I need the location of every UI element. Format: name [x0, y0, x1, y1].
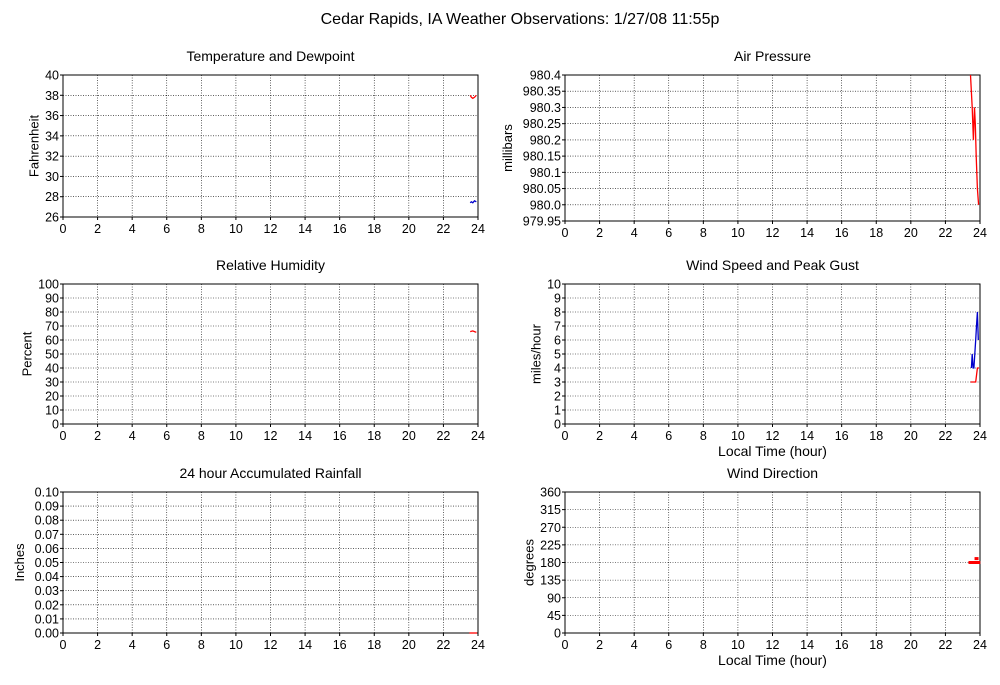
y-tick-label: 3: [554, 375, 561, 390]
panel-humidity: [19, 257, 485, 443]
x-axis-label-direction: Local Time (hour): [718, 652, 827, 668]
y-tick-label: 360: [540, 485, 561, 500]
x-tick-label: 22: [938, 429, 953, 443]
x-tick-label: 22: [938, 226, 953, 240]
series-temp-temperature: [470, 95, 476, 98]
panel-title-rain: 24 hour Accumulated Rainfall: [179, 465, 362, 481]
panel-title-pressure: Air Pressure: [733, 48, 812, 64]
x-tick-label: 8: [197, 429, 205, 443]
x-tick-label: 16: [834, 429, 849, 443]
y-tick-label: 26: [45, 210, 59, 225]
x-tick-label: 18: [869, 226, 884, 240]
x-tick-label: 12: [263, 638, 278, 652]
x-tick-label: 12: [765, 226, 780, 240]
y-tick-label: 135: [540, 573, 561, 588]
x-tick-label: 0: [59, 638, 67, 652]
x-tick-label: 6: [163, 222, 171, 236]
x-tick-label: 0: [561, 429, 569, 443]
x-tick-label: 6: [163, 429, 171, 443]
x-tick-label: 4: [630, 638, 638, 652]
y-tick-label: 30: [45, 375, 59, 390]
x-tick-label: 14: [298, 429, 313, 443]
y-tick-label: 90: [547, 591, 561, 606]
x-tick-label: 18: [869, 429, 884, 443]
y-tick-label: 980.35: [522, 84, 561, 99]
x-tick-label: 8: [197, 222, 205, 236]
panel-title-humidity: Relative Humidity: [216, 257, 325, 273]
x-tick-label: 16: [332, 638, 347, 652]
x-tick-label: 6: [665, 429, 673, 443]
y-tick-label: 315: [540, 503, 561, 518]
series-pressure-pressure: [971, 75, 979, 205]
x-tick-label: 10: [228, 638, 243, 652]
x-tick-label: 20: [401, 222, 416, 236]
y-tick-label: 980.1: [529, 165, 561, 180]
x-tick-label: 18: [367, 638, 382, 652]
x-tick-label: 14: [800, 226, 815, 240]
x-tick-label: 10: [228, 429, 243, 443]
series-direction-wind-direction: [968, 557, 980, 564]
x-tick-label: 18: [367, 429, 382, 443]
y-tick-label: 180: [540, 556, 561, 570]
x-tick-label: 12: [263, 222, 278, 236]
x-tick-label: 20: [903, 429, 918, 443]
y-tick-label: 10: [547, 277, 561, 292]
x-tick-label: 10: [730, 429, 745, 443]
x-tick-label: 8: [699, 638, 707, 652]
x-tick-label: 2: [596, 638, 604, 652]
x-tick-label: 22: [436, 429, 451, 443]
y-tick-label: 5: [554, 347, 561, 362]
panel-title-direction: Wind Direction: [726, 465, 819, 481]
data-point: [975, 557, 979, 560]
y-tick-label: 70: [45, 319, 59, 334]
x-tick-label: 12: [765, 638, 780, 652]
y-tick-label: 0: [52, 417, 59, 432]
series-temp-dewpoint: [470, 201, 476, 203]
x-tick-label: 4: [630, 226, 638, 240]
x-tick-label: 2: [94, 638, 102, 652]
y-tick-label: 0.04: [34, 570, 59, 585]
y-tick-label: 980.4: [529, 68, 561, 83]
x-tick-label: 2: [94, 222, 102, 236]
y-tick-label: 38: [45, 88, 59, 103]
x-tick-label: 16: [834, 226, 849, 240]
x-tick-label: 14: [298, 638, 313, 652]
y-tick-label: 980.05: [522, 182, 561, 197]
x-tick-label: 8: [699, 429, 707, 443]
x-tick-label: 22: [436, 222, 451, 236]
y-tick-label: 4: [554, 361, 561, 376]
y-tick-label: 1: [554, 403, 561, 418]
x-tick-label: 20: [401, 429, 416, 443]
x-tick-label: 0: [59, 429, 67, 443]
x-tick-label: 6: [665, 638, 673, 652]
panel-direction: [521, 465, 987, 668]
y-axis-label-direction: degrees: [521, 539, 537, 586]
x-tick-label: 14: [298, 222, 313, 236]
x-tick-label: 20: [903, 638, 918, 652]
x-tick-label: 20: [401, 638, 416, 652]
x-tick-label: 2: [596, 429, 604, 443]
x-tick-label: 24: [471, 429, 485, 443]
y-tick-label: 90: [45, 291, 59, 306]
panel-title-wind: Wind Speed and Peak Gust: [686, 257, 859, 273]
y-tick-label: 980.0: [529, 198, 561, 213]
y-tick-label: 45: [547, 608, 561, 623]
x-tick-label: 24: [973, 226, 987, 240]
x-tick-label: 10: [228, 222, 243, 236]
y-axis-label-humidity: Percent: [19, 331, 35, 377]
x-tick-label: 24: [471, 222, 485, 236]
y-tick-label: 0.00: [34, 626, 59, 641]
x-tick-label: 18: [367, 222, 382, 236]
y-tick-label: 40: [45, 361, 59, 376]
x-tick-label: 2: [596, 226, 604, 240]
y-tick-label: 0.10: [34, 485, 59, 500]
panel-wind: [529, 257, 987, 459]
x-tick-label: 24: [973, 638, 987, 652]
y-tick-label: 32: [45, 149, 59, 164]
y-axis-label-rain: Inches: [12, 543, 28, 582]
y-tick-label: 28: [45, 190, 59, 205]
x-tick-label: 20: [903, 226, 918, 240]
y-tick-label: 0.07: [34, 527, 59, 542]
y-tick-label: 980.15: [522, 149, 561, 164]
x-tick-label: 2: [94, 429, 102, 443]
y-tick-label: 10: [45, 403, 59, 418]
y-axis-label-pressure: millibars: [499, 124, 515, 172]
y-tick-label: 979.95: [522, 214, 561, 229]
y-tick-label: 0.01: [34, 612, 59, 627]
panel-title-temp: Temperature and Dewpoint: [186, 48, 355, 64]
y-tick-label: 20: [45, 389, 59, 404]
data-point: [976, 561, 980, 564]
x-tick-label: 8: [699, 226, 707, 240]
x-tick-label: 0: [561, 226, 569, 240]
x-tick-label: 10: [730, 638, 745, 652]
y-tick-label: 36: [45, 109, 59, 124]
y-tick-label: 30: [45, 169, 59, 184]
y-tick-label: 0.08: [34, 513, 59, 528]
y-tick-label: 7: [554, 319, 561, 334]
y-tick-label: 0: [554, 626, 561, 641]
x-axis-label-wind: Local Time (hour): [718, 443, 827, 459]
y-tick-label: 0.02: [34, 598, 59, 613]
x-tick-label: 14: [800, 638, 815, 652]
y-tick-label: 980.25: [522, 117, 561, 132]
y-axis-label-wind: miles/hour: [528, 324, 544, 384]
y-tick-label: 980.2: [529, 133, 561, 148]
y-tick-label: 80: [45, 305, 59, 320]
y-tick-label: 100: [38, 277, 59, 292]
y-tick-label: 0.09: [34, 499, 59, 514]
y-tick-label: 980.3: [529, 100, 561, 115]
series-wind-peak-gust: [971, 368, 980, 382]
x-tick-label: 16: [834, 638, 849, 652]
x-tick-label: 24: [973, 429, 987, 443]
x-tick-label: 12: [263, 429, 278, 443]
x-tick-label: 16: [332, 222, 347, 236]
y-tick-label: 40: [45, 68, 59, 83]
x-tick-label: 10: [730, 226, 745, 240]
y-tick-label: 270: [540, 520, 561, 535]
main-title: Cedar Rapids, IA Weather Observations: 1/27/08 11:55p: [320, 11, 720, 28]
y-tick-label: 2: [554, 389, 561, 404]
x-tick-label: 6: [163, 638, 171, 652]
x-tick-label: 6: [665, 226, 673, 240]
y-tick-label: 50: [45, 347, 59, 362]
y-tick-label: 0: [554, 417, 561, 432]
x-tick-label: 22: [436, 638, 451, 652]
x-tick-label: 4: [128, 638, 136, 652]
panel-rain: [12, 465, 485, 652]
x-tick-label: 8: [197, 638, 205, 652]
y-tick-label: 8: [554, 305, 561, 320]
series-wind-wind-speed: [971, 312, 978, 368]
y-tick-label: 6: [554, 333, 561, 348]
panel-temp: [27, 48, 485, 236]
x-tick-label: 4: [128, 222, 136, 236]
x-tick-label: 14: [800, 429, 815, 443]
x-tick-label: 16: [332, 429, 347, 443]
y-tick-label: 9: [554, 291, 561, 306]
y-tick-label: 60: [45, 333, 59, 348]
x-tick-label: 12: [765, 429, 780, 443]
x-tick-label: 0: [561, 638, 569, 652]
series-humidity-relative-humidity: [470, 331, 476, 332]
x-tick-label: 24: [471, 638, 485, 652]
y-tick-label: 0.05: [34, 556, 59, 570]
x-tick-label: 4: [630, 429, 638, 443]
x-tick-label: 0: [59, 222, 67, 236]
panel-pressure: [500, 48, 987, 240]
x-tick-label: 22: [938, 638, 953, 652]
y-axis-label-temp: Fahrenheit: [26, 114, 42, 178]
x-tick-label: 4: [128, 429, 136, 443]
x-tick-label: 18: [869, 638, 884, 652]
y-tick-label: 34: [45, 129, 59, 144]
y-tick-label: 225: [540, 538, 561, 553]
y-tick-label: 0.03: [34, 584, 59, 599]
y-tick-label: 0.06: [34, 541, 59, 556]
